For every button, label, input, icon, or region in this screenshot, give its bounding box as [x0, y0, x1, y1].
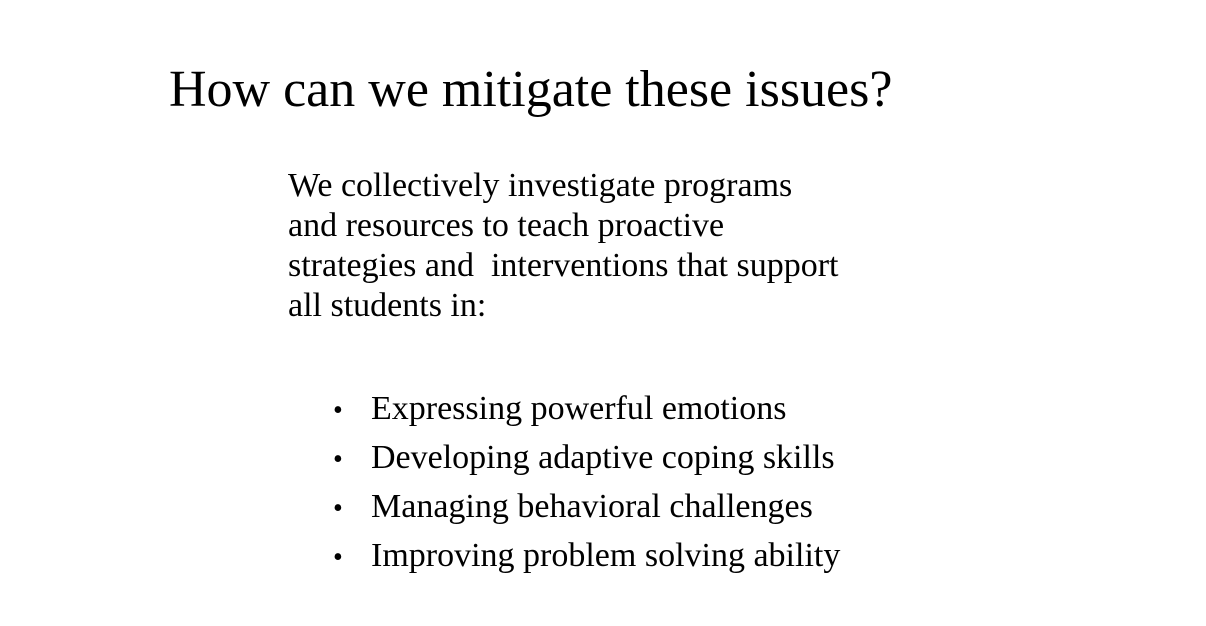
slide-body-text	[288, 166, 839, 326]
bullet-text: Expressing powerful emotions	[371, 390, 787, 427]
body-line: and resources to teach proactive	[288, 207, 725, 244]
body-line: all students in:	[288, 287, 487, 324]
bullet-icon: •	[333, 444, 343, 475]
slide-title: How can we mitigate these issues?	[169, 61, 893, 118]
bullet-item	[333, 385, 840, 434]
bullet-icon: •	[333, 493, 343, 524]
bullet-icon: •	[333, 542, 343, 573]
bullet-item	[333, 483, 840, 532]
bullet-text: Developing adaptive coping skills	[371, 439, 835, 476]
bullet-item	[333, 532, 840, 581]
body-line: strategies and interventions that support	[288, 247, 839, 284]
bullet-icon: •	[333, 395, 343, 426]
body-line: We collectively investigate programs	[288, 167, 793, 204]
bullet-item	[333, 434, 840, 483]
bullet-text: Improving problem solving ability	[371, 537, 841, 574]
bullet-text: Managing behavioral challenges	[371, 488, 813, 525]
bullet-list	[333, 385, 840, 581]
